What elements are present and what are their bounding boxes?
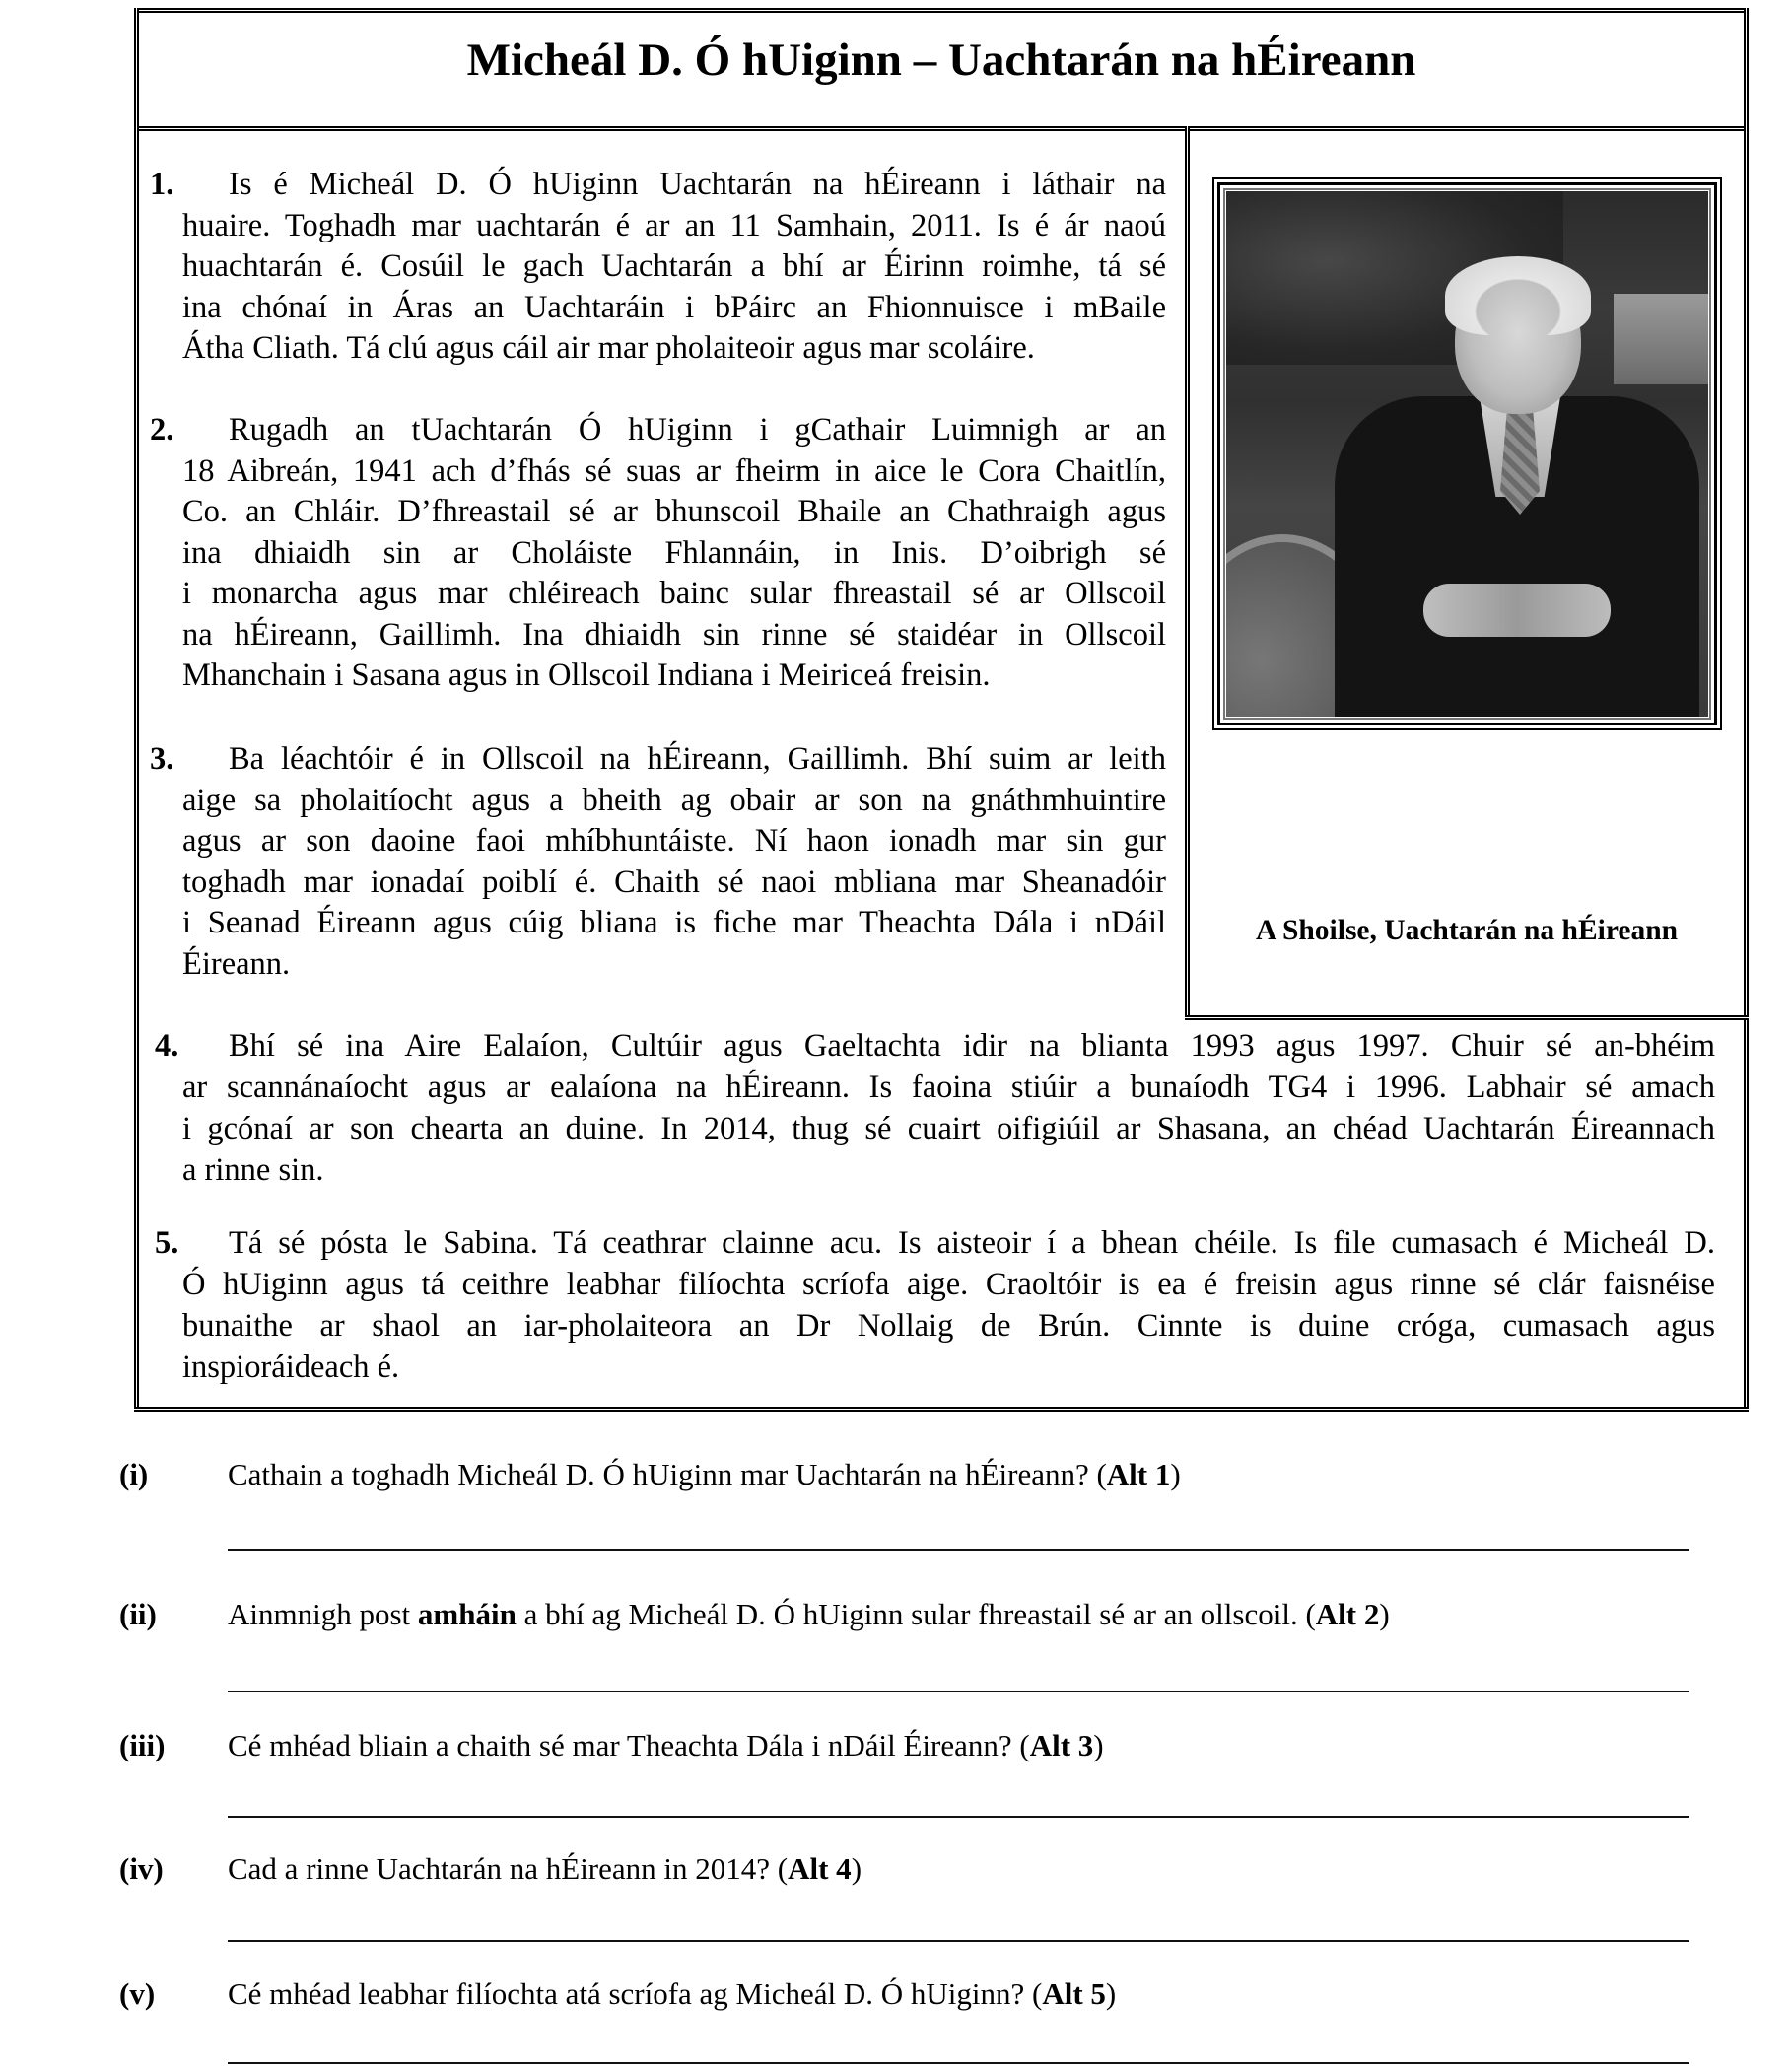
paragraph-number: 3. <box>150 741 174 777</box>
paragraph-line: i gcónaí ar son chearta an duine. In 2014, thug sé cuairt oifigiúil ar Shasana, an chéad Uachtarán Éireannach <box>182 1111 1715 1146</box>
answer-line[interactable] <box>228 1691 1689 1692</box>
question-text <box>228 1849 862 1889</box>
paragraph-line: Co. an Chláir. D’fhreastail sé ar bhunscoil Bhaile an Chathraigh agus <box>182 494 1166 529</box>
paragraph-line: Tá sé pósta le Sabina. Tá ceathrar clainne acu. Is aisteoir í a bhean chéile. Is file cumasach é Micheál D. <box>229 1225 1715 1261</box>
paragraph-line: na hÉireann, Gaillimh. Ina dhiaidh sin rinne sé staidéar in Ollscoil <box>182 617 1166 653</box>
question-text <box>228 1455 1181 1494</box>
question-text-part: ) <box>1170 1457 1181 1491</box>
question-label: (v) <box>119 1976 156 2011</box>
question-text-part: ) <box>1093 1728 1104 1762</box>
header-divider <box>134 126 1749 131</box>
answer-line[interactable] <box>228 1816 1689 1818</box>
question-text-part: Cad a rinne Uachtarán na hÉireann in 2014? ( <box>228 1851 789 1886</box>
paragraph-line: ina dhiaidh sin ar Choláiste Fhlannáin, in Inis. D’oibrigh sé <box>182 535 1166 571</box>
paragraph-line: Is é Micheál D. Ó hUiginn Uachtarán na hÉireann i láthair na <box>229 167 1166 202</box>
question-text-part: a bhí ag Micheál D. Ó hUiginn sular fhreastail sé ar an ollscoil. ( <box>516 1597 1316 1631</box>
question-text-part: ) <box>1105 1976 1117 2011</box>
paragraph-reference: Alt 5 <box>1042 1976 1106 2011</box>
paragraph-line: inspioráideach é. <box>182 1349 400 1385</box>
clasped-hands <box>1423 584 1611 637</box>
question-label: (iii) <box>119 1728 166 1762</box>
paragraph-line: Ba léachtóir é in Ollscoil na hÉireann, Gaillimh. Bhí suim ar leith <box>229 741 1166 777</box>
paragraph-reference: Alt 2 <box>1315 1597 1380 1631</box>
paragraph-reference: Alt 3 <box>1029 1728 1094 1762</box>
photo-column-bottom <box>1185 1015 1749 1020</box>
paragraph-number: 1. <box>150 167 174 202</box>
hair <box>1445 256 1591 335</box>
paragraph-line: Átha Cliath. Tá clú agus cáil air mar pholaiteoir agus mar scoláire. <box>182 330 1035 366</box>
question-text <box>228 1726 1104 1765</box>
question-text-part: Ainmnigh post <box>228 1597 418 1631</box>
question-text-part: ) <box>1379 1597 1390 1631</box>
paragraph-line: Bhí sé ina Aire Ealaíon, Cultúir agus Gaeltachta idir na blianta 1993 agus 1997. Chuir sé an-bhéim <box>229 1028 1715 1064</box>
paragraph-line: ina chónaí in Áras an Uachtaráin i bPáirc an Fhionnuisce i mBaile <box>182 290 1166 325</box>
background-lamp <box>1614 294 1708 384</box>
answer-line[interactable] <box>228 1940 1689 1942</box>
photo-caption: A Shoilse, Uachtarán na hÉireann <box>1255 915 1679 946</box>
box-border-left <box>134 8 139 1412</box>
paragraph-line: i Seanad Éireann agus cúig bliana is fiche mar Theachta Dála i nDáil <box>182 905 1166 940</box>
paragraph-number: 4. <box>155 1028 179 1064</box>
paragraph-line: huachtarán é. Cosúil le gach Uachtarán a bhí ar Éirinn roimhe, tá sé <box>182 248 1166 284</box>
question-text <box>228 1974 1116 2014</box>
paragraph-line: i monarcha agus mar chléireach bainc sular fhreastail sé ar Ollscoil <box>182 576 1166 611</box>
emphasis-word: amháin <box>417 1597 517 1631</box>
photo-column-divider <box>1185 126 1190 1020</box>
paragraph-line: agus ar son daoine faoi mhíbhuntáiste. Ní haon ionadh mar sin gur <box>182 823 1166 859</box>
paragraph-line: aige sa pholaitíocht agus a bheith ag obair ar son na gnáthmhuintire <box>182 783 1166 818</box>
paragraph-number: 5. <box>155 1225 179 1261</box>
paragraph-line: Rugadh an tUachtarán Ó hUiginn i gCathair Luimnigh ar an <box>229 412 1166 448</box>
page-title: Micheál D. Ó hUiginn – Uachtarán na hÉireann <box>466 35 1416 86</box>
paragraph-line: bunaithe ar shaol an iar-pholaiteora an Dr Nollaig de Brún. Cinnte is duine cróga, cumasach agus <box>182 1308 1715 1344</box>
box-border-right <box>1744 8 1749 1412</box>
paragraph-line: 18 Aibreán, 1941 ach d’fhás sé suas ar fheirm in aice le Cora Chaitlín, <box>182 453 1166 489</box>
paragraph-line: a rinne sin. <box>182 1152 324 1188</box>
paragraph-reference: Alt 4 <box>788 1851 852 1886</box>
answer-line[interactable] <box>228 2062 1689 2064</box>
paragraph-line: huaire. Toghadh mar uachtarán é ar an 11 Samhain, 2011. Is é ár naoú <box>182 208 1166 243</box>
paragraph-line: ar scannánaíocht agus ar ealaíona na hÉireann. Is faoina stiúir a bunaíodh TG4 i 1996. Labhair sé amach <box>182 1070 1715 1105</box>
paragraph-line: toghadh mar ionadaí poiblí é. Chaith sé naoi mbliana mar Sheanadóir <box>182 864 1166 900</box>
paragraph-line: Mhanchain i Sasana agus in Ollscoil Indiana i Meiriceá freisin. <box>182 657 991 693</box>
question-label: (ii) <box>119 1597 157 1631</box>
question-text-part: Cé mhéad bliain a chaith sé mar Theachta Dála i nDáil Éireann? ( <box>228 1728 1030 1762</box>
question-text-part: ) <box>851 1851 862 1886</box>
paragraph-line: Ó hUiginn agus tá ceithre leabhar filíochta scríofa aige. Craoltóir is ea é freisin agus rinne sé clár faisnéise <box>182 1267 1715 1302</box>
president-photo-frame <box>1212 177 1722 730</box>
question-label: (i) <box>119 1457 149 1491</box>
question-text-part: Cé mhéad leabhar filíochta atá scríofa ag Micheál D. Ó hUiginn? ( <box>228 1976 1043 2011</box>
president-photo <box>1226 191 1708 717</box>
paragraph-reference: Alt 1 <box>1106 1457 1171 1491</box>
answer-line[interactable] <box>228 1549 1689 1551</box>
box-border-top <box>134 8 1749 13</box>
paragraph-number: 2. <box>150 412 174 448</box>
question-text-part: Cathain a toghadh Micheál D. Ó hUiginn mar Uachtarán na hÉireann? ( <box>228 1457 1107 1491</box>
question-label: (iv) <box>119 1851 164 1886</box>
question-text <box>228 1595 1390 1634</box>
paragraph-line: Éireann. <box>182 946 291 982</box>
box-border-bottom <box>134 1407 1749 1412</box>
